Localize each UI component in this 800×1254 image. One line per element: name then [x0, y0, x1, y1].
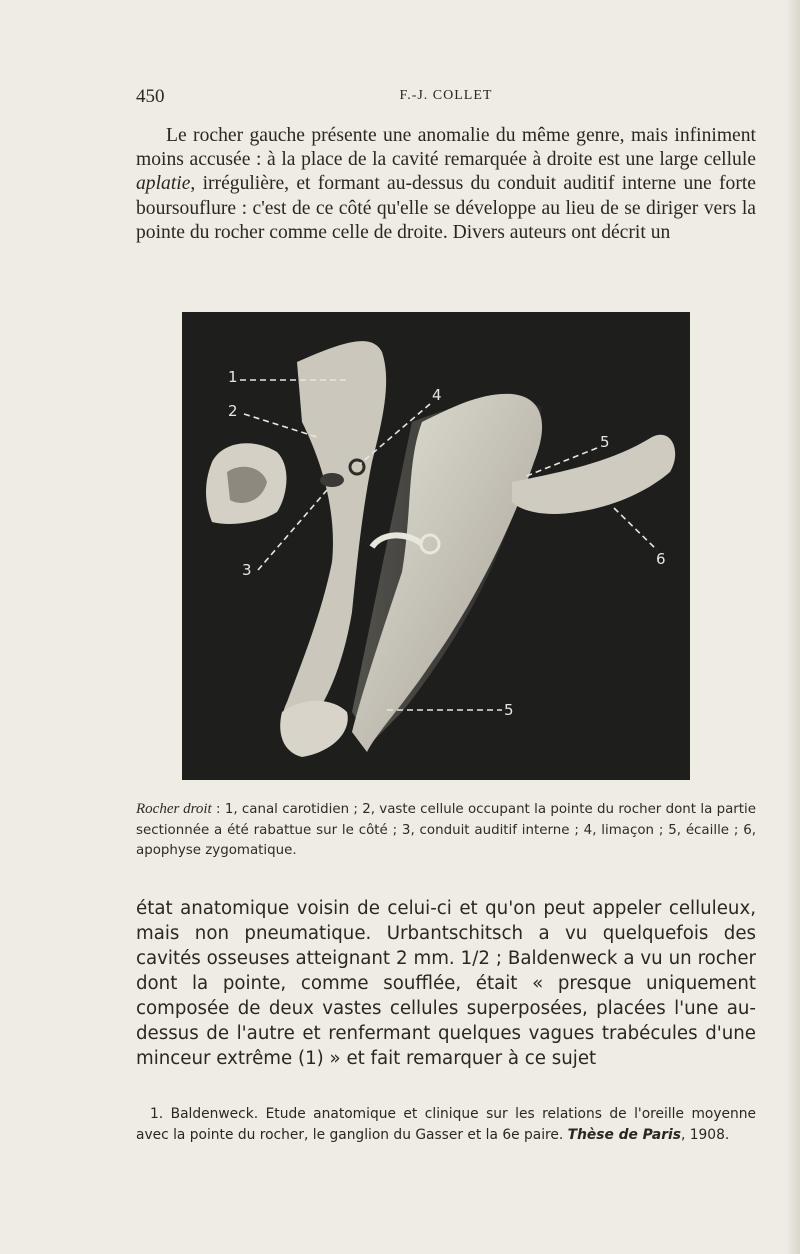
footnote — [136, 1104, 756, 1146]
bottom-paragraph — [136, 896, 756, 1071]
page-header — [136, 86, 756, 110]
top-paragraph-text: Le rocher gauche présente une anomalie du même genre, mais infiniment moins accusée : à la place de la cavité remarquée à droite est une large cellule — [136, 125, 756, 171]
figure-label-6: 6 — [656, 550, 666, 568]
figure-label-5-upper: 5 — [600, 433, 610, 451]
figure-label-5-lower: 5 — [504, 701, 514, 719]
caption-lead: Rocher droit — [136, 801, 212, 817]
bottom-paragraph-text: état anatomique voisin de celui-ci et qu'on peut appeler celluleux, mais non pneumatique. Urbantschitsch a vu quelquefois des cavités osseuses atteignant 2 mm. 1/2 ; Baldenweck a vu un rocher dont la pointe, comme soufflée, était « presque uniquement composée de deux vastes cellules superposées, placées l'une au-dessus de l'autre et renfermant quelques vagues trabécules d'une minceur extrême (1) » et fait remarquer à ce sujet — [136, 898, 756, 1069]
page-number: 450 — [136, 86, 165, 107]
figure-label-1: 1 — [228, 368, 238, 386]
footnote-text-after: , 1908. — [680, 1127, 730, 1143]
footnote-italic: Thèse de Paris — [567, 1127, 681, 1143]
figure-caption — [136, 799, 756, 862]
top-paragraph-italic: aplatie — [136, 173, 191, 195]
figure-label-3: 3 — [242, 561, 252, 579]
anatomical-figure — [182, 312, 690, 780]
figure-illustration — [182, 312, 690, 780]
caption-text: : 1, canal carotidien ; 2, vaste cellule occupant la pointe du rocher dont la partie sectionnée a été rabattue sur le côté ; 3, conduit auditif interne ; 4, limaçon ; 5, écaille ; 6, apophyse zygomatique. — [136, 802, 756, 858]
top-paragraph — [136, 124, 756, 245]
figure-label-2: 2 — [228, 402, 238, 420]
top-paragraph-text-after: , irrégulière, et formant au-dessus du conduit auditif interne une forte boursouflure : c'est de ce côté qu'elle se développe au lieu de se diriger vers la pointe du rocher comme celle de droite. Divers auteurs ont décrit un — [136, 173, 756, 243]
page-edge-shadow — [786, 0, 800, 1254]
figure-label-4: 4 — [432, 386, 442, 404]
footnote-text: 1. Baldenweck. Etude anatomique et clinique sur les relations de l'oreille moyenne avec la pointe du rocher, le ganglion du Gasser et la 6e paire. — [136, 1106, 756, 1143]
running-head: F.-J. COLLET — [399, 88, 493, 103]
auditory-canal-opening — [320, 473, 344, 487]
